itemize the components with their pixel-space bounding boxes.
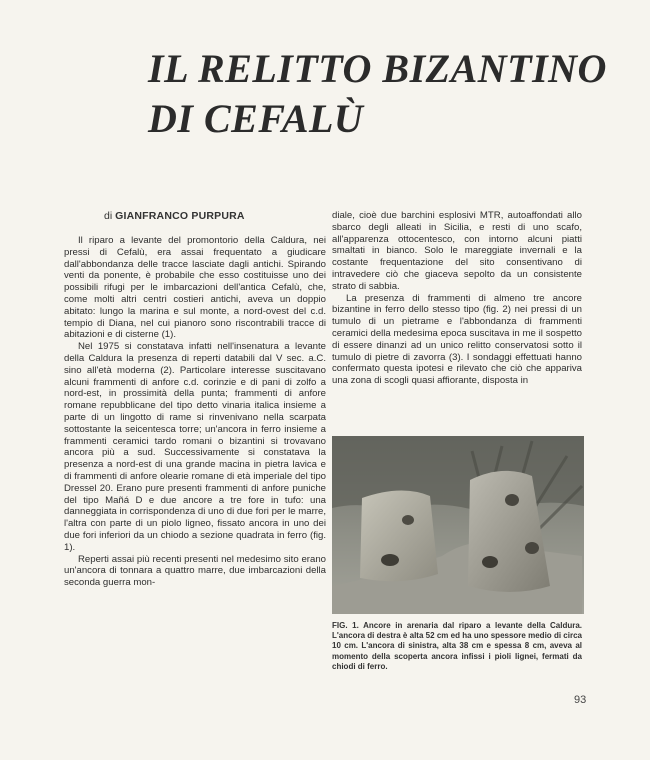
left-paragraph-2: Nel 1975 si constatava infatti nell'insenatura a levante della Caldura la presenza di reperti databili dal V sec. a.C. sino all'età moderna (2). Particolare interesse suscitavano alcuni frammenti di anfore c.d. corinzie e di pani di zolfo a nord-est, in prossimità della punta; frammenti di anfore romane repubblicane del tipo detto vinaria italica insieme a parte di un lingotto di rame si rinvenivano nella scarpata sottostante la seicentesca torre; un'ancora in ferro insieme a frammenti ceramici tardo romani o bizantini si trovavano ancora più a sud. Successivamente si constatava la presenza a nord-est di una grande macina in pietra lavica e di frammenti di anfore olearie romane di età imperiale del tipo Dressel 20. Erano pure presenti frammenti di anfore puniche del tipo Mañá D e due ancore a tre fore in tufo: una danneggiata in corrispondenza di uno di due fori per le marre, l'altra con parte di un piolo ligneo, fissato ancora in uno dei due fori inferiori da un chiodo a sezione quadrata in ferro (fig. 1). xyxy=(64,341,326,553)
left-paragraph-3: Reperti assai più recenti presenti nel medesimo sito erano un'ancora di tonnara a quattro marre, due imbarcazioni della seconda guerra mon- xyxy=(64,553,326,589)
figure-1-caption: FIG. 1. Ancore in arenaria dal riparo a levante della Caldura. L'ancora di destra è alta 52 cm ed ha uno spessore medio di circa 10 cm. L'ancora di sinistra, alta 38 cm e spessa 8 cm, aveva al momento della scoperta ancora infissi i pioli lignei, fermati da chiodi di ferro. xyxy=(332,621,582,671)
title-line-1: IL RELITTO BIZANTINO xyxy=(148,46,607,91)
left-paragraph-1: Il riparo a levante del promontorio della Caldura, nei pressi di Cefalù, era assai frequentato a giudicare dall'abbondanza delle tracce lasciate dagli antichi. Spirando venti da ponente, è probabile che esso costituisse uno dei possibili rifugi per le imbarcazioni dell'antica Cefalù, che, come molti altri centri costieri antichi, aveva un doppio abitato: lungo la marina e sul monte, a nord-ovest del c.d. tempio di Diana, nel cui pianoro sono riscontrabili tracce di abitazioni e di cisterne (1). xyxy=(64,235,326,341)
right-paragraph-1: diale, cioè due barchini esplosivi MTR, autoaffondati allo sbarco degli alleati in Sicilia, e resti di uno scafo, all'apparenza ottocentesco, con intorno alcuni piatti smaltati in bianco. Solo le mareggiate invernali e la costante frequentazione del sito consentivano di intravedere ciò che giaceva sepolto da un consistente strato di sabbia. xyxy=(332,210,582,292)
title-line-2: DI CEFALÙ xyxy=(148,96,364,141)
left-column xyxy=(64,235,326,589)
byline-prefix: di xyxy=(104,210,113,222)
author-name: GIANFRANCO PURPURA xyxy=(115,210,245,222)
article-title xyxy=(148,44,607,144)
right-paragraph-2: La presenza di frammenti di almeno tre ancore bizantine in ferro dello stesso tipo (fig. 2) nei pressi di un tumulo di un pietrame e l'abbondanza di frammenti ceramici della medesima epoca suscitava in me il sospetto di essere dinanzi ad un unico relitto conservatosi sotto il tumulo di pietre di zavorra (3). I sondaggi effettuati hanno confermato questa ipotesi e rilevato che ciò che appariva una zona di scogli quasi affiorante, disposta in xyxy=(332,292,582,387)
left-anchor-stone xyxy=(360,490,438,581)
right-column xyxy=(332,210,582,387)
figure-1-photo xyxy=(332,436,584,614)
byline xyxy=(104,210,245,222)
page-number: 93 xyxy=(574,694,587,706)
